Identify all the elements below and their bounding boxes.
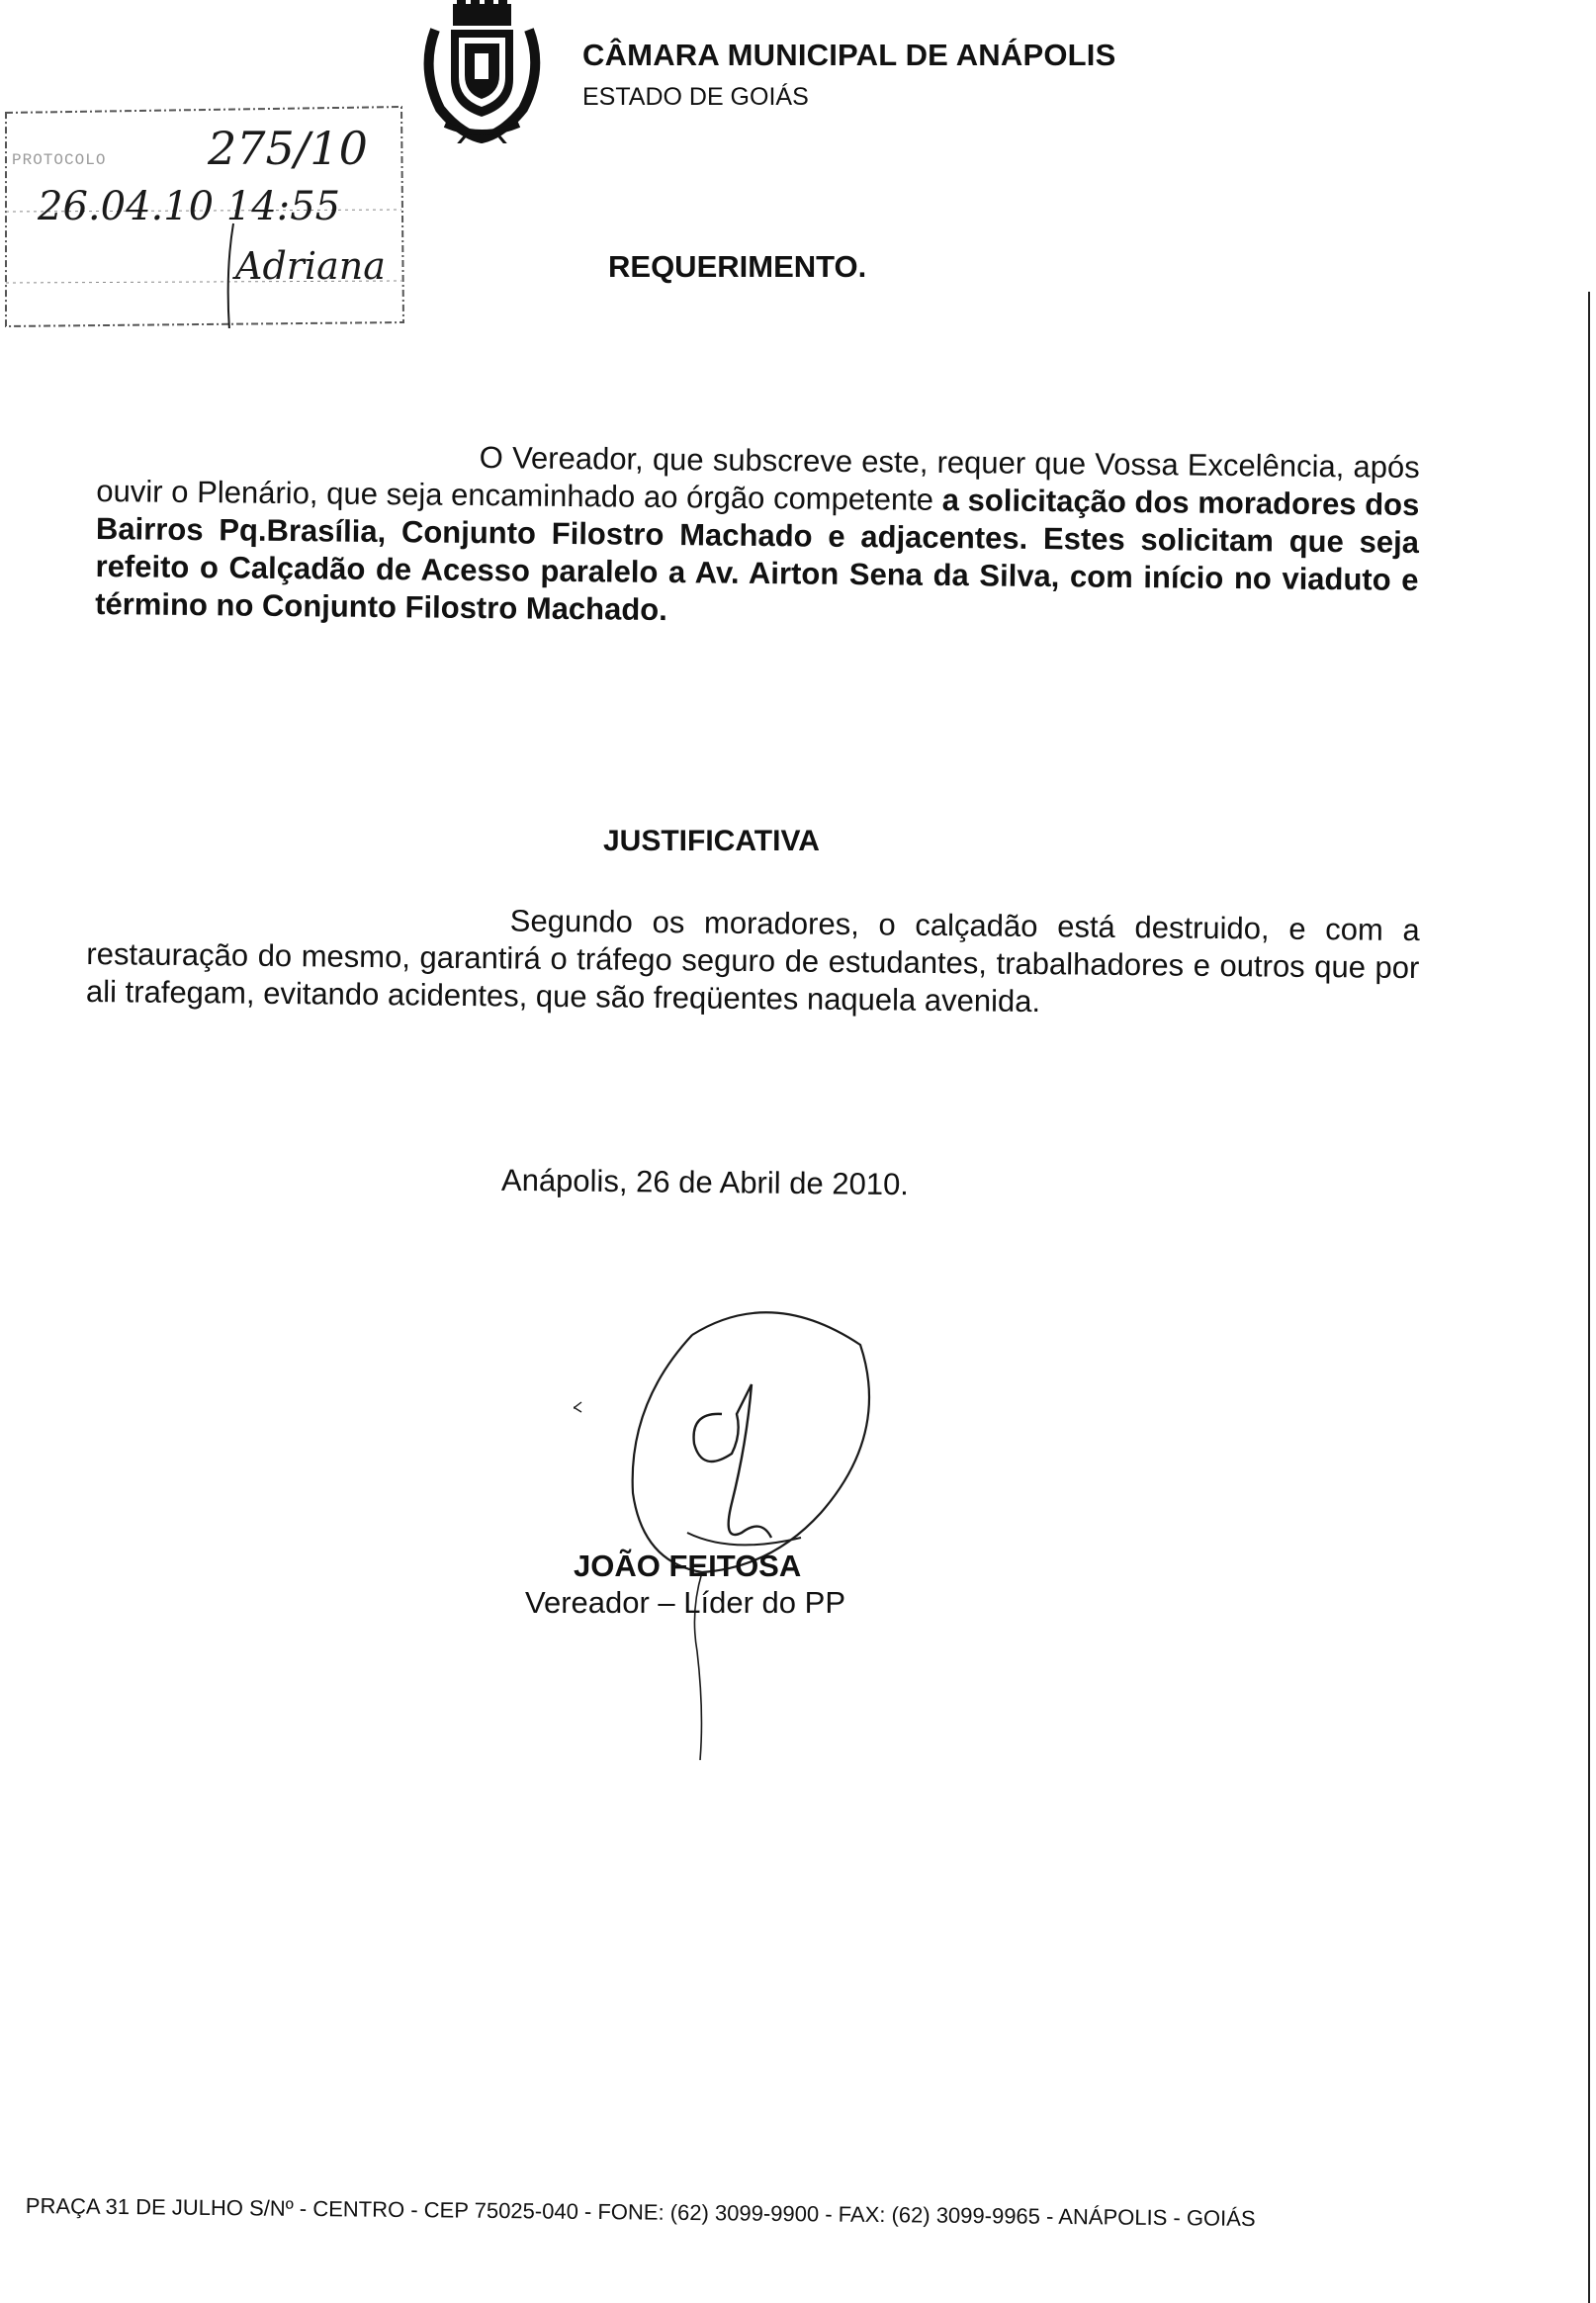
document-title: REQUERIMENTO. bbox=[608, 249, 867, 284]
institution-name: CÂMARA MUNICIPAL DE ANÁPOLIS bbox=[582, 38, 1116, 72]
municipal-coat-of-arms-icon bbox=[415, 0, 549, 143]
stamp-date-time: 26.04.10 14:55 bbox=[38, 184, 341, 229]
signer-role: Vereador – Líder do PP bbox=[525, 1585, 846, 1620]
stamp-received-by: Adriana bbox=[235, 244, 386, 288]
signer-name: JOÃO FEITOSA bbox=[574, 1549, 802, 1583]
stamp-protocol-label: PROTOCOLO bbox=[12, 151, 107, 169]
justification-paragraph: Segundo os moradores, o calçadão está destruido, e com a restauração do mesmo, garantirá o tráfego seguro de estudantes, trabalhadores e outros que por ali trafegam, evitando acidentes, que são freqüentes naquela avenida. bbox=[85, 903, 1420, 1019]
handwritten-signature bbox=[574, 1295, 900, 1760]
footer-address: PRAÇA 31 DE JULHO S/Nº - CENTRO - CEP 75025-040 - FONE: (62) 3099-9900 - FAX: (62) 3099-9965 - ANÁPOLIS - GOIÁS bbox=[25, 2193, 1256, 2232]
date-line: Anápolis, 26 de Abril de 2010. bbox=[500, 1162, 910, 1202]
protocol-stamp bbox=[2, 103, 407, 328]
stamp-protocol-number: 275/10 bbox=[208, 122, 368, 175]
request-bold-text: a solicitação dos moradores dos Bairros Pq.Brasília, Conjunto Filostro Machado e adjacentes. Estes solicitam que seja refeito o Calçadão de Acesso paralelo a Av. Airton Sena da Silva, com início no viaduto e término no Conjunto Filostro Machado. bbox=[95, 482, 1420, 628]
page-edge-line bbox=[1588, 292, 1590, 2303]
justification-title: JUSTIFICATIVA bbox=[603, 825, 820, 857]
state-name: ESTADO DE GOIÁS bbox=[582, 83, 809, 111]
request-intro: O Vereador, que subscreve este, requer que Vossa Excelência, após ouvir o Plenário, que seja encaminhado ao órgão competente bbox=[96, 440, 1420, 517]
request-paragraph bbox=[95, 435, 1420, 637]
